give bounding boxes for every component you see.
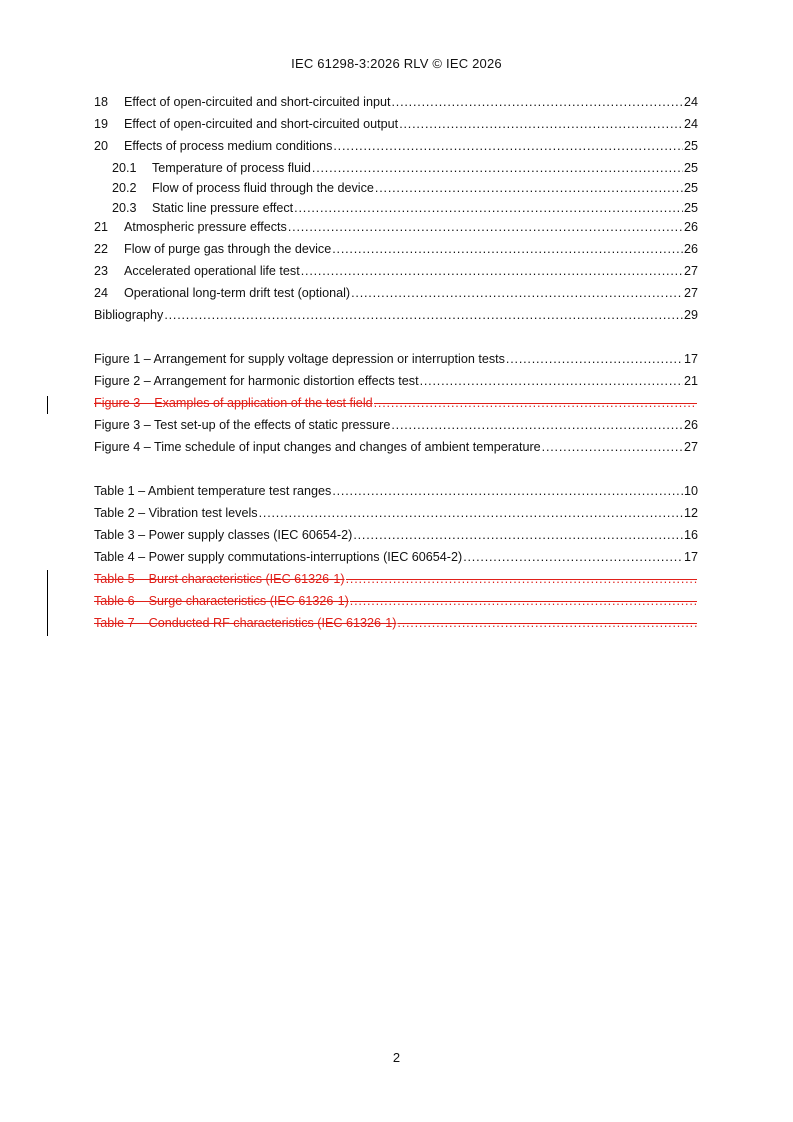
toc-entry-number: 20 <box>94 139 109 153</box>
toc-entry-page: 25 <box>683 139 698 153</box>
toc-entry-number: 20.2 <box>112 181 137 195</box>
toc-entry[interactable] <box>94 439 698 455</box>
dot-leader <box>332 483 683 499</box>
dot-leader <box>397 615 697 631</box>
toc-entry[interactable] <box>94 307 698 323</box>
page-header: IEC 61298-3:2026 RLV © IEC 2026 <box>291 56 502 71</box>
toc-entry-page: 26 <box>683 242 698 256</box>
dot-leader <box>350 593 697 609</box>
toc-entry-number: 23 <box>94 264 109 278</box>
toc-entry-page: 25 <box>683 181 698 195</box>
toc-entry-number: 20.3 <box>112 201 137 215</box>
dot-leader <box>333 138 683 154</box>
toc-entry-title: Figure 2 – Arrangement for harmonic distortion effects test <box>94 374 419 388</box>
toc-entry-page: 27 <box>683 440 698 454</box>
change-bar <box>47 396 48 414</box>
toc-entry-deleted[interactable] <box>94 395 698 411</box>
dot-leader <box>164 307 683 323</box>
toc-entry-deleted[interactable] <box>94 571 698 587</box>
toc-entry-page: 17 <box>683 550 698 564</box>
toc-entry-title: Effect of open-circuited and short-circuited input <box>124 95 391 109</box>
change-bar <box>47 570 48 636</box>
toc-entry[interactable] <box>94 241 698 257</box>
toc-entry-title: Table 3 – Power supply classes (IEC 60654-2) <box>94 528 353 542</box>
toc-entry-title: Table 6 – Surge characteristics (IEC 61326-1) <box>94 594 349 608</box>
dot-leader <box>463 549 683 565</box>
toc-entry-title: Table 4 – Power supply commutations-interruptions (IEC 60654-2) <box>94 550 463 564</box>
toc-entry-title: Accelerated operational life test <box>124 264 300 278</box>
toc-entry-deleted[interactable] <box>94 593 698 609</box>
toc-entry-page: 27 <box>683 264 698 278</box>
toc-entry-title: Bibliography <box>94 308 164 322</box>
toc-entry[interactable] <box>94 549 698 565</box>
toc-entry[interactable] <box>94 417 698 433</box>
toc-entry-page: 27 <box>683 286 698 300</box>
dot-leader <box>374 395 697 411</box>
toc-entry-title: Table 2 – Vibration test levels <box>94 506 258 520</box>
dot-leader <box>399 116 683 132</box>
toc-entry-deleted[interactable] <box>94 615 698 631</box>
toc-entry-title: Flow of purge gas through the device <box>124 242 332 256</box>
dot-leader <box>294 200 683 216</box>
toc-entry-number: 22 <box>94 242 109 256</box>
dot-leader <box>391 417 683 433</box>
toc-entry[interactable] <box>94 351 698 367</box>
toc-entry[interactable] <box>94 180 698 196</box>
toc-entry-title: Table 1 – Ambient temperature test ranges <box>94 484 332 498</box>
toc-entry-page: 25 <box>683 201 698 215</box>
toc-entry[interactable] <box>94 263 698 279</box>
toc-entry[interactable] <box>94 505 698 521</box>
dot-leader <box>346 571 697 587</box>
toc-entry-page: 26 <box>683 418 698 432</box>
toc-entry-title: Effects of process medium conditions <box>124 139 333 153</box>
toc-entry-page: 24 <box>683 95 698 109</box>
toc-entry[interactable] <box>94 116 698 132</box>
toc-entry-page: 17 <box>683 352 698 366</box>
toc-entry[interactable] <box>94 94 698 110</box>
toc-entry-number: 20.1 <box>112 161 137 175</box>
toc-entry[interactable] <box>94 285 698 301</box>
toc-entry-title: Operational long-term drift test (optional) <box>124 286 351 300</box>
toc-entry[interactable] <box>94 483 698 499</box>
toc-entry-title: Effect of open-circuited and short-circuited output <box>124 117 399 131</box>
toc-entry-number: 18 <box>94 95 109 109</box>
toc-entry-title: Table 5 – Burst characteristics (IEC 61326-1) <box>94 572 345 586</box>
dot-leader <box>301 263 683 279</box>
toc-entry-page: 12 <box>683 506 698 520</box>
dot-leader <box>288 219 683 235</box>
toc-entry-title: Atmospheric pressure effects <box>124 220 287 234</box>
dot-leader <box>506 351 683 367</box>
toc-entry-title: Figure 1 – Arrangement for supply voltage depression or interruption tests <box>94 352 505 366</box>
dot-leader <box>259 505 683 521</box>
toc-entry[interactable] <box>94 219 698 235</box>
dot-leader <box>420 373 683 389</box>
toc-entry-title: Temperature of process fluid <box>152 161 311 175</box>
toc-entry-number: 24 <box>94 286 109 300</box>
dot-leader <box>351 285 683 301</box>
toc-entry-page: 21 <box>683 374 698 388</box>
dot-leader <box>375 180 683 196</box>
dot-leader <box>312 160 683 176</box>
toc-entry-title: Figure 4 – Time schedule of input changes and changes of ambient temperature <box>94 440 541 454</box>
toc-entry-title: Flow of process fluid through the device <box>152 181 374 195</box>
toc-entry[interactable] <box>94 138 698 154</box>
page-number: 2 <box>392 1050 401 1065</box>
toc-entry[interactable] <box>94 527 698 543</box>
dot-leader <box>332 241 683 257</box>
toc-entry[interactable] <box>94 160 698 176</box>
toc-entry[interactable] <box>94 373 698 389</box>
toc-entry-title: Figure 3 – Examples of application of the test field <box>94 396 373 410</box>
toc-entry-page: 25 <box>683 161 698 175</box>
dot-leader <box>353 527 683 543</box>
toc-entry-title: Static line pressure effect <box>152 201 294 215</box>
dot-leader <box>391 94 683 110</box>
toc-entry-number: 21 <box>94 220 109 234</box>
toc-entry-page: 16 <box>683 528 698 542</box>
toc-entry-page: 24 <box>683 117 698 131</box>
toc-entry-number: 19 <box>94 117 109 131</box>
dot-leader <box>542 439 683 455</box>
toc-entry-page: 10 <box>683 484 698 498</box>
toc-entry[interactable] <box>94 200 698 216</box>
toc-entry-title: Table 7 – Conducted RF characteristics (IEC 61326-1) <box>94 616 397 630</box>
toc-entry-page: 29 <box>683 308 698 322</box>
toc-entry-page: 26 <box>683 220 698 234</box>
toc-entry-title: Figure 3 – Test set-up of the effects of static pressure <box>94 418 391 432</box>
